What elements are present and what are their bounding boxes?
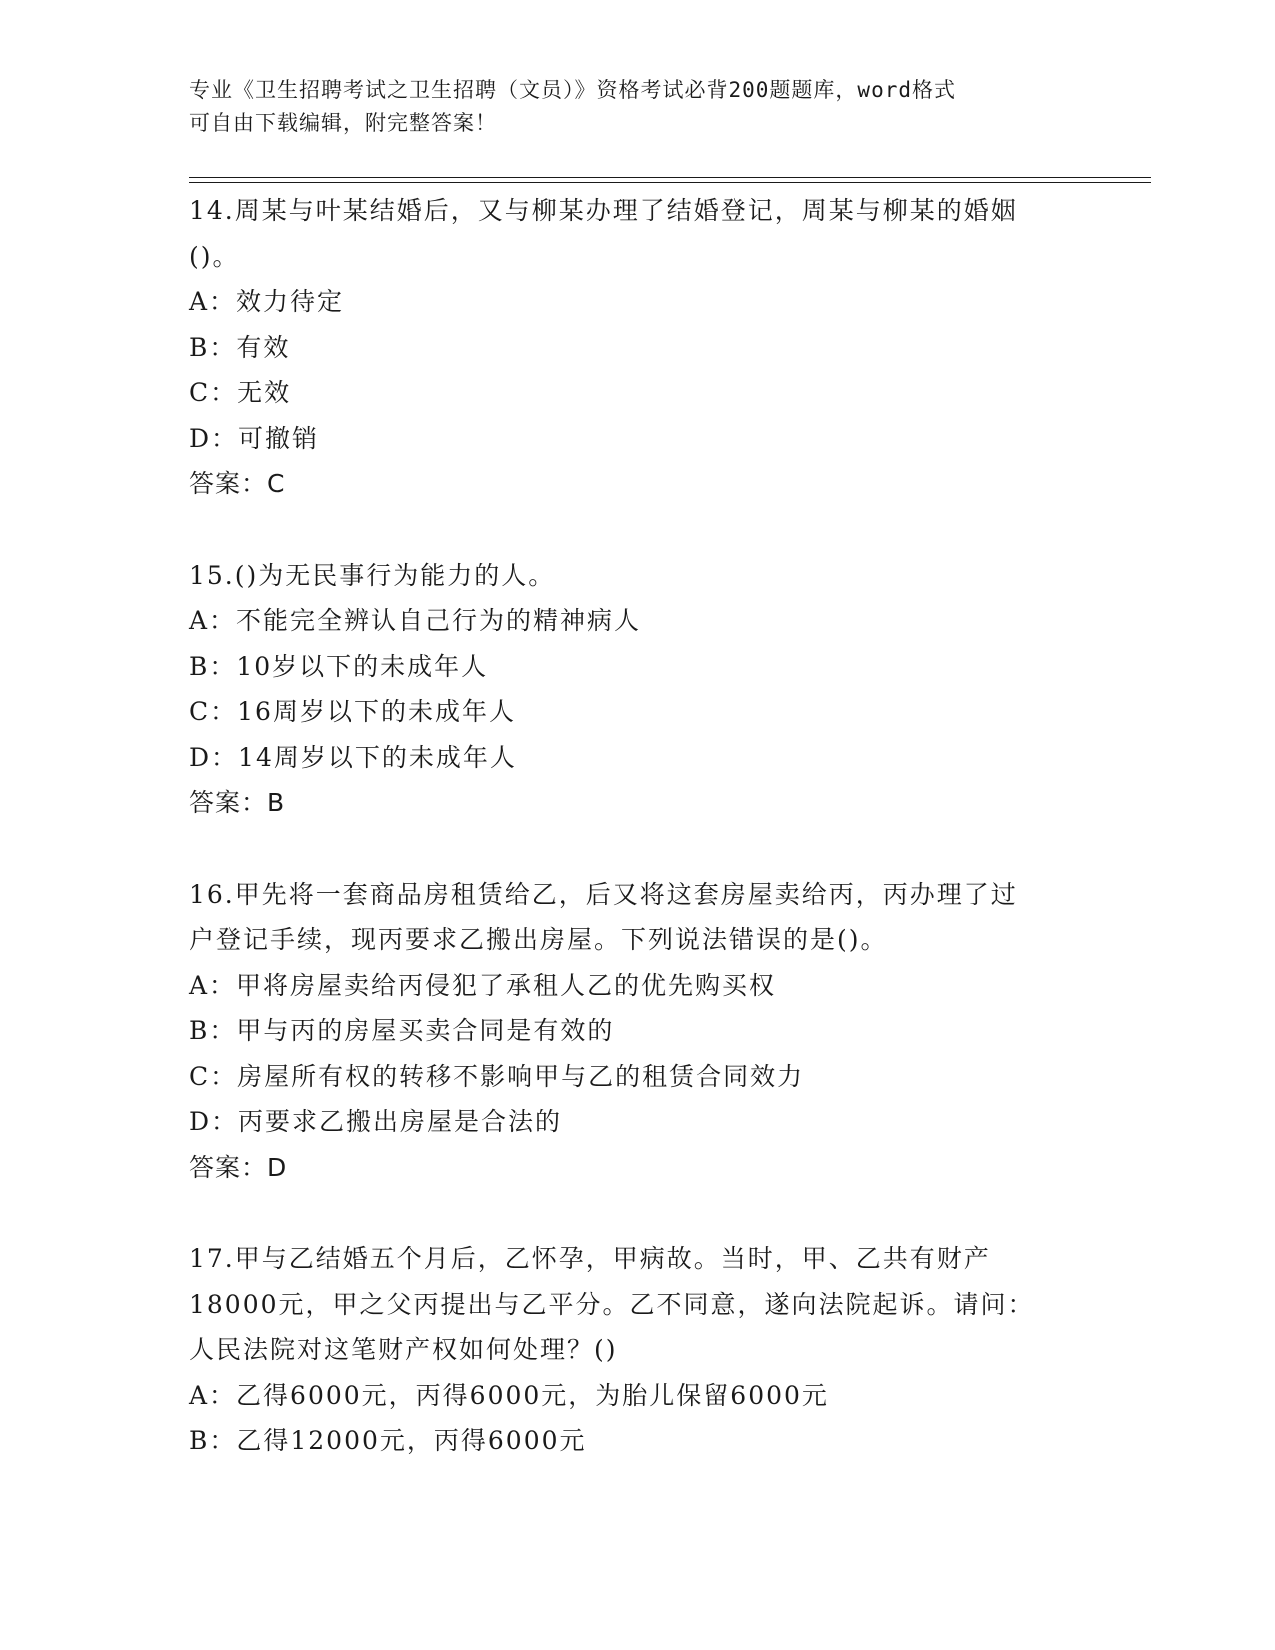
stem-line: ()。	[189, 241, 240, 271]
question-stem	[189, 188, 1089, 279]
stem-line: 14.周某与叶某结婚后，又与柳某办理了结婚登记，周某与柳某的婚姻	[189, 196, 1018, 225]
option-a: A：效力待定	[189, 287, 345, 316]
question-15	[189, 553, 1089, 826]
option-c: C：房屋所有权的转移不影响甲与乙的租赁合同效力	[189, 1061, 805, 1091]
question-16	[189, 872, 1089, 1191]
option-a: A：甲将房屋卖给丙侵犯了承租人乙的优先购买权	[189, 970, 777, 1000]
option-a: A：乙得6000元，丙得6000元，为胎儿保留6000元	[189, 1380, 829, 1410]
option-c: C：无效	[189, 378, 292, 407]
question-list	[189, 188, 1089, 1510]
option-c: C：16周岁以下的未成年人	[189, 697, 516, 726]
header-line-2: 可自由下载编辑，附完整答案！	[189, 111, 497, 135]
answer: 答案：B	[189, 788, 286, 817]
stem-line: 户登记手续，现丙要求乙搬出房屋。下列说法错误的是()。	[189, 925, 888, 954]
header-rule-top	[189, 177, 1151, 178]
question-stem	[189, 553, 1089, 599]
document-header	[189, 74, 1089, 140]
stem-line: 17.甲与乙结婚五个月后，乙怀孕，甲病故。当时，甲、乙共有财产	[189, 1244, 991, 1273]
question-17	[189, 1236, 1089, 1464]
option-d: D：丙要求乙搬出房屋是合法的	[189, 1107, 563, 1136]
option-d: D：14周岁以下的未成年人	[189, 742, 517, 772]
option-d: D：可撤销	[189, 423, 320, 453]
stem-line: 16.甲先将一套商品房租赁给乙，后又将这套房屋卖给丙，丙办理了过	[189, 879, 1018, 909]
option-a: A：不能完全辨认自己行为的精神病人	[189, 606, 642, 635]
header-line-1: 专业《卫生招聘考试之卫生招聘（文员）》资格考试必背200题题库，word格式	[189, 78, 956, 102]
option-b: B：乙得12000元，丙得6000元	[189, 1426, 587, 1455]
stem-line: 人民法院对这笔财产权如何处理？()	[189, 1335, 618, 1364]
stem-line: 15.()为无民事行为能力的人。	[189, 560, 556, 590]
option-b: B：10岁以下的未成年人	[189, 651, 489, 681]
header-rule-bottom	[189, 182, 1151, 183]
question-stem	[189, 872, 1089, 963]
option-b: B：甲与丙的房屋买卖合同是有效的	[189, 1016, 615, 1045]
option-b: B：有效	[189, 332, 291, 362]
question-14	[189, 188, 1089, 507]
stem-line: 18000元，甲之父丙提出与乙平分。乙不同意，遂向法院起诉。请问：	[189, 1289, 1035, 1319]
answer: 答案：D	[189, 1152, 288, 1182]
answer: 答案：C	[189, 469, 286, 498]
question-stem	[189, 1236, 1089, 1373]
